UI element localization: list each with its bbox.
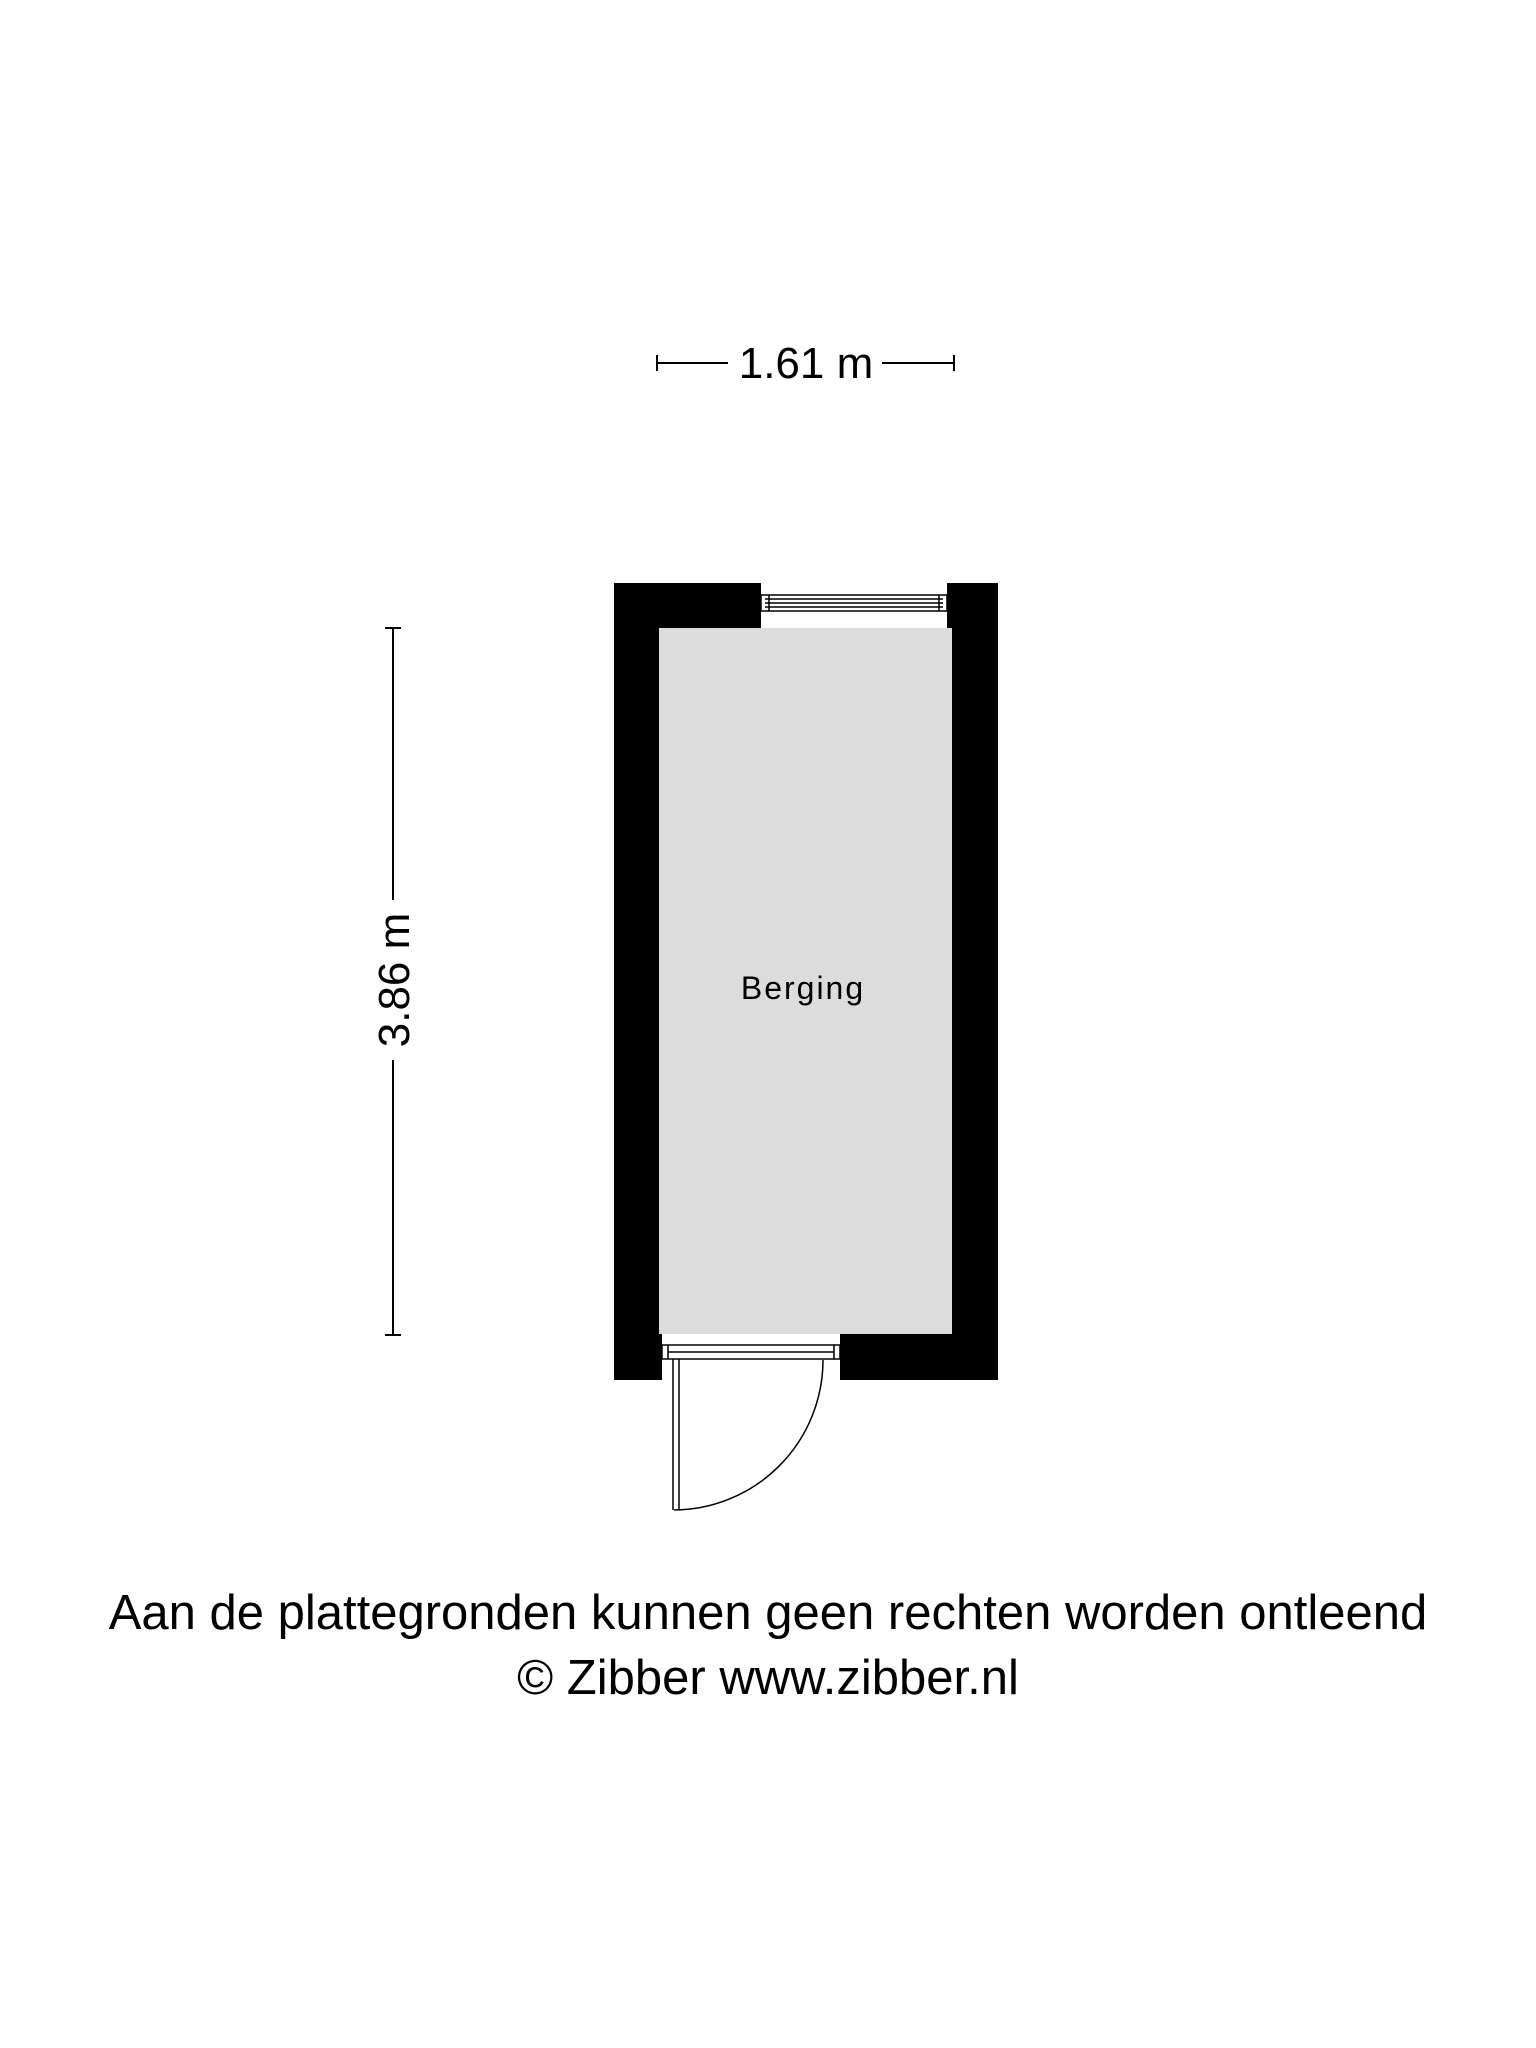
width-dimension (657, 339, 954, 388)
width-dimension-label: 1.61 m (738, 339, 874, 388)
footer-disclaimer: Aan de plattegronden kunnen geen rechten worden ontleend (108, 1586, 1428, 1640)
door-frame (662, 1345, 840, 1359)
height-dimension-label: 3.86 m (370, 912, 419, 1048)
footer-copyright: © Zibber www.zibber.nl (517, 1651, 1019, 1705)
height-dimension (370, 628, 419, 1335)
room-label-berging: Berging (740, 970, 866, 1006)
door-swing (673, 1359, 823, 1510)
window (761, 595, 947, 611)
